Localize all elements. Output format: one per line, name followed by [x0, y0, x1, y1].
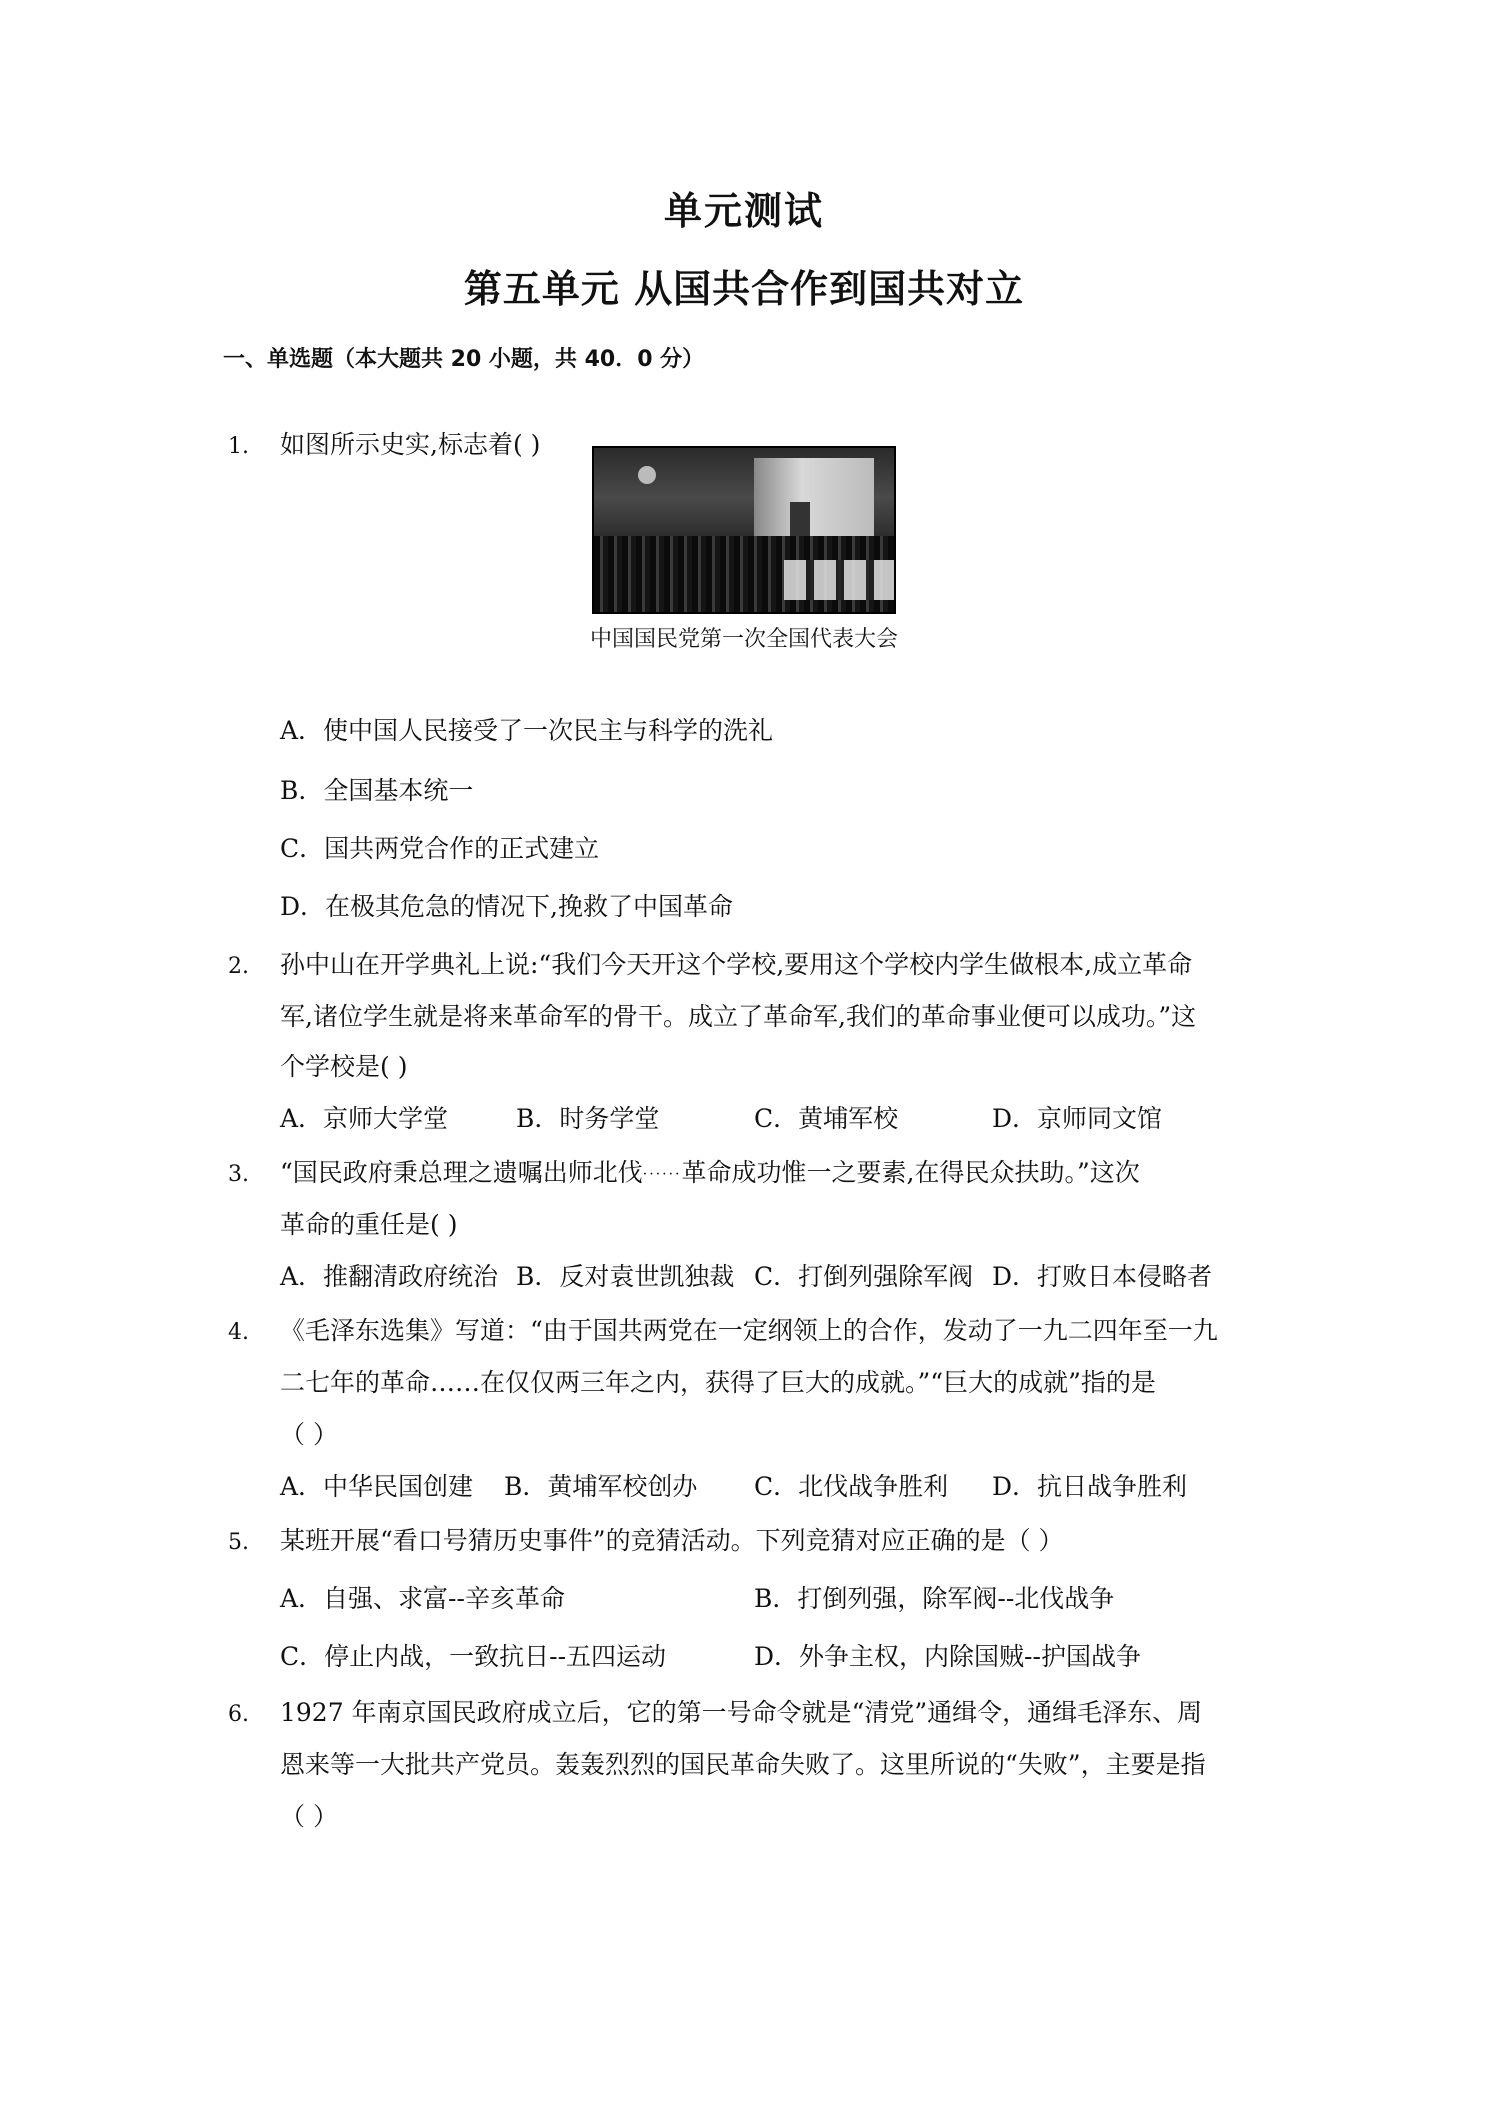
- question-number: 5.: [228, 1530, 249, 1555]
- question-number: 3.: [228, 1162, 249, 1187]
- option-d: D．外争主权，内除国贼--护国战争: [754, 1642, 1141, 1671]
- question-stem: 恩来等一大批共产党员。轰轰烈烈的国民革命失败了。这里所说的“失败”，主要是指: [280, 1750, 1206, 1779]
- option-a: A．自强、求富--辛亥革命: [280, 1584, 565, 1613]
- question-stem: 军,诸位学生就是将来革命军的骨干。成立了革命军,我们的革命事业便可以成功。”这: [280, 1002, 1197, 1031]
- option-c: C．国共两党合作的正式建立: [280, 834, 600, 863]
- historical-photo: [592, 446, 896, 614]
- option-c: C．黄埔军校: [754, 1104, 899, 1133]
- question-stem: 孙中山在开学典礼上说:“我们今天开这个学校,要用这个学校内学生做根本,成立革命: [280, 950, 1193, 979]
- option-b: B．全国基本统一: [280, 776, 474, 805]
- option-a: A．中华民国创建: [280, 1472, 474, 1501]
- section-heading: 一、单选题（本大题共 20 小题，共 40．0 分）: [223, 347, 705, 372]
- option-c: C．停止内战，一致抗日--五四运动: [280, 1642, 667, 1671]
- photo-caption: 中国国民党第一次全国代表大会: [589, 627, 898, 652]
- option-d: D．打败日本侵略者: [992, 1262, 1213, 1291]
- question-stem: 革命的重任是( ): [280, 1210, 458, 1239]
- question-number: 6.: [228, 1702, 249, 1727]
- question-stem: 1927 年南京国民政府成立后，它的第一号命令就是“清党”通缉令，通缉毛泽东、周: [280, 1698, 1203, 1727]
- question-stem: 《毛泽东选集》写道：“由于国共两党在一定纲领上的合作，发动了一九二四年至一九: [280, 1316, 1218, 1345]
- question-number: 1.: [228, 434, 249, 459]
- option-b: B．打倒列强，除军阀--北伐战争: [754, 1584, 1115, 1613]
- question-stem: 如图所示史实,标志着( ): [280, 430, 541, 459]
- option-d: D．京师同文馆: [992, 1104, 1163, 1133]
- option-c: C．北伐战争胜利: [754, 1472, 949, 1501]
- question-stem: “国民政府秉总理之遗嘱出师北伐······革命成功惟一之要素,在得民众扶助。”这次: [280, 1158, 1140, 1187]
- option-d: D．抗日战争胜利: [992, 1472, 1188, 1501]
- option-b: B．时务学堂: [516, 1104, 660, 1133]
- page-title: 单元测试: [663, 189, 824, 233]
- question-number: 2.: [228, 954, 249, 979]
- question-stem: 某班开展“看口号猜历史事件”的竞猜活动。下列竞猜对应正确的是（ ）: [280, 1526, 1064, 1555]
- question-number: 4.: [228, 1320, 249, 1345]
- question-stem: 个学校是( ): [280, 1052, 408, 1081]
- option-b: B．黄埔军校创办: [504, 1472, 698, 1501]
- option-c: C．打倒列强除军阀: [754, 1262, 974, 1291]
- option-a: A．使中国人民接受了一次民主与科学的洗礼: [280, 716, 774, 745]
- question-stem: （ ）: [280, 1420, 338, 1449]
- option-b: B．反对袁世凯独裁: [516, 1262, 735, 1291]
- option-a: A．京师大学堂: [280, 1104, 449, 1133]
- option-d: D．在极其危急的情况下,挽救了中国革命: [280, 892, 733, 921]
- unit-title: 第五单元 从国共合作到国共对立: [463, 267, 1025, 311]
- question-stem: 二七年的革命……在仅仅两三年之内，获得了巨大的成就。”“巨大的成就”指的是: [280, 1368, 1156, 1397]
- question-stem: （ ）: [280, 1802, 338, 1831]
- option-a: A．推翻清政府统治: [280, 1262, 499, 1291]
